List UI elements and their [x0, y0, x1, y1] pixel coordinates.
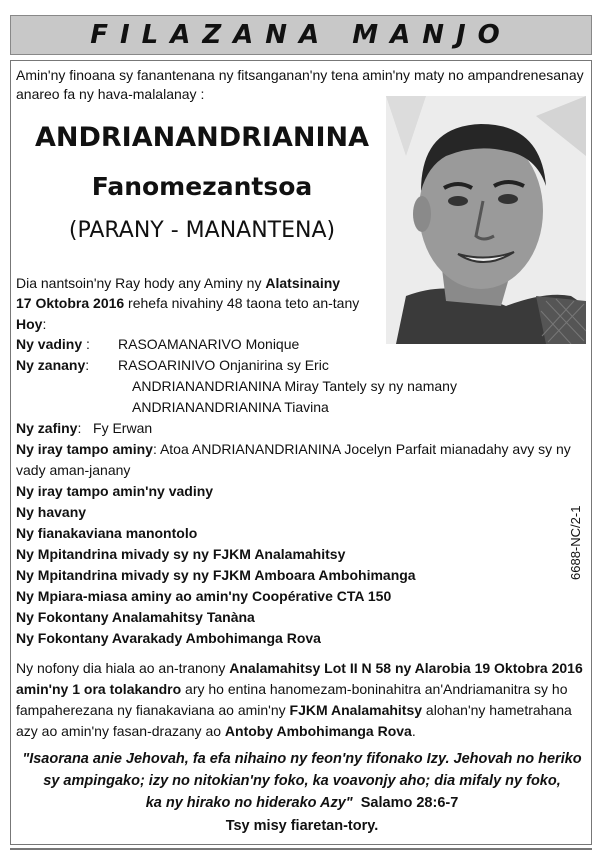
portrait-illustration — [386, 96, 586, 344]
siblings-row-cont: vady aman-janany — [16, 462, 131, 478]
ceremony-line-1: Ny nofony dia hiala ao an-tranony Analamahitsy Lot II N 58 ny Alarobia 19 Oktobra 2016 — [16, 660, 583, 676]
ceremony-line-2: amin'ny 1 ora tolakandro ary ho entina hanomezam-boninahitra an'Andriamanitra sy ho — [16, 681, 568, 697]
bottom-divider — [10, 848, 592, 850]
family-group-8: Ny Fokontany Avarakady Ambohimanga Rova — [16, 630, 321, 646]
family-group-2: Ny havany — [16, 504, 87, 520]
portrait-photo — [386, 96, 586, 344]
intro-line-2: anareo fa ny hava-malalanay : — [16, 86, 205, 102]
siblings-row: Ny iray tampo aminy: Atoa ANDRIANANDRIANINA Jocelyn Parfait mianadahy avy sy ny — [16, 441, 571, 457]
deceased-first-name: Fanomezantsoa — [91, 172, 313, 201]
family-group-1: Ny iray tampo amin'ny vadiny — [16, 483, 214, 499]
spouse-row: Ny vadiny : — [16, 336, 90, 352]
scripture-reference: Salamo 28:6-7 — [360, 795, 459, 811]
family-group-5: Ny Mpitandrina mivady sy ny FJKM Amboara Ambohimanga — [16, 567, 416, 583]
grandchildren-row: Ny zafiny: Fy Erwan — [16, 420, 153, 436]
death-announcement-line-1: Dia nantsoin'ny Ray hody any Aminy ny Alatsinainy — [16, 275, 341, 291]
scripture-quote-line-2: sy ampingako; izy no nitokian'ny foko, ka voavonjy aho; dia mifaly ny foko, — [43, 773, 561, 789]
family-group-6: Ny Mpiara-miasa aminy ao amin'ny Coopérative CTA 150 — [16, 588, 392, 604]
family-group-3: Ny fianakaviana manontolo — [16, 525, 198, 541]
ceremony-line-3: fampaherezana ny fianakaviana ao amin'ny FJKM Analamahitsy alohan'ny hametrahana — [16, 702, 572, 718]
death-announcement-line-2: 17 Oktobra 2016 rehefa nivahiny 48 taona teto an-tany — [16, 295, 360, 311]
header-banner — [10, 15, 592, 55]
ceremony-line-4: azy ao amin'ny fasan-drazany ao Antoby Ambohimanga Rova. — [16, 723, 416, 739]
child-name-1: RASOARINIVO Onjanirina sy Eric — [118, 357, 329, 373]
ad-reference-code: 6688-NC/2-1 — [568, 505, 583, 580]
children-row: Ny zanany: — [16, 357, 90, 373]
family-group-4: Ny Mpitandrina mivady sy ny FJKM Analamahitsy — [16, 546, 346, 562]
child-name-2: ANDRIANANDRIANINA Miray Tantely sy ny namany — [132, 378, 457, 394]
scripture-quote-line-3: ka ny hirako no hiderako Azy" Salamo 28:6-7 — [145, 795, 459, 811]
scripture-quote-line-1: "Isaorana anie Jehovah, fa efa nihaino ny feon'ny fifonako Izy. Jehovah no heriko — [22, 751, 582, 767]
child-name-3: ANDRIANANDRIANINA Tiavina — [132, 399, 329, 415]
spouse-name: RASOAMANARIVO Monique — [118, 336, 300, 352]
deceased-surname: ANDRIANANDRIANINA — [34, 122, 369, 153]
closing-note: Tsy misy fiaretan-tory. — [225, 818, 379, 834]
deceased-roles: (PARANY - MANANTENA) — [68, 218, 336, 243]
hoy-label: Hoy: — [16, 316, 47, 332]
family-group-7: Ny Fokontany Analamahitsy Tanàna — [16, 609, 255, 625]
intro-line-1: Amin'ny finoana sy fanantenana ny fitsanganan'ny tena amin'ny maty no ampandrenesanay — [16, 67, 584, 83]
header-title: FILAZANA MANJO — [90, 20, 512, 50]
